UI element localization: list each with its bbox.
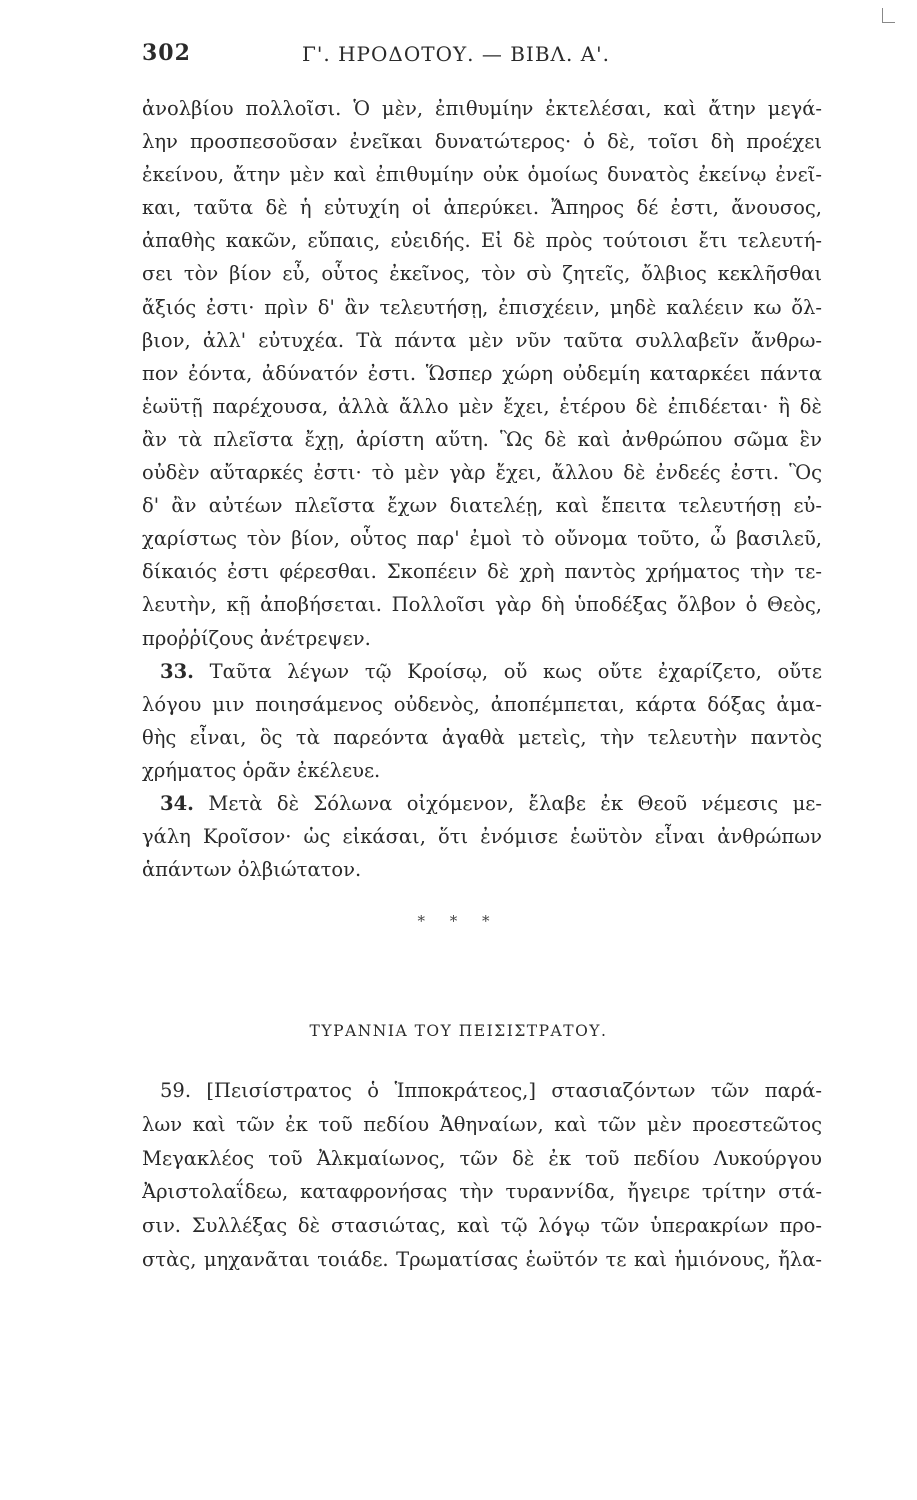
page-header (142, 40, 822, 80)
text-line: ἑωϋτῇ παρέχουσα, ἀλλὰ ἄλλο μὲν ἔχει, ἑτέρου δὲ ἐπιδέεται· ἣ δὲ (142, 394, 822, 418)
text-line: ἄξιός ἐστι· πρὶν δ' ἂν τελευτήσῃ, ἐπισχέειν, μηδὲ καλέειν κω ὄλ- (142, 295, 822, 319)
text-line: ἁπάντων ὀλβιώτατον. (142, 858, 362, 882)
text-line: λην προσπεσοῦσαν ἐνεῖκαι δυνατώτερος· ὁ δὲ, τοῖσι δὴ προέχει (142, 130, 822, 154)
section-59 (142, 1074, 822, 1277)
section-59-first-line: 59. [Πεισίστρατος ὁ Ἱπποκράτεος,] στασιαζόντων τῶν παρά- (160, 1079, 822, 1102)
text-line: Μεγακλέος τοῦ Ἀλκμαίωνος, τῶν δὲ ἐκ τοῦ πεδίου Λυκούργου (142, 1146, 822, 1170)
text-line: χρήματος ὁρᾶν ἐκέλευε. (142, 758, 381, 782)
section-number: 34. (160, 791, 194, 815)
text-line: ἐκείνου, ἄτην μὲν καὶ ἐπιθυμίην οὐκ ὁμοίως δυνατὸς ἐκείνῳ ἐνεῖ- (142, 163, 822, 187)
passage-continued (142, 92, 822, 886)
text-line: στὰς, μηχανᾶται τοιάδε. Τρωματίσας ἑωϋτόν τε καὶ ἡμιόνους, ἤλα- (142, 1247, 822, 1271)
text-line: και, ταῦτα δὲ ἡ εὐτυχίη οἱ ἀπερύκει. Ἄπηρος δέ ἐστι, ἄνουσος, (142, 196, 822, 220)
section-separator: * * * (417, 912, 500, 930)
text-line: λόγου μιν ποιησάμενος οὐδενὸς, ἀποπέμπεται, κάρτα δόξας ἀμα- (142, 692, 822, 716)
text-line: ἀνολβίου πολλοῖσι. Ὁ μὲν, ἐπιθυμίην ἐκτελέσαι, καὶ ἄτην μεγά- (142, 97, 822, 120)
text-line: προῤῥίζους ἀνέτρεψεν. (142, 626, 371, 650)
text-line: δ' ἂν αὐτέων πλεῖστα ἔχων διατελέῃ, καὶ ἔπειτα τελευτήσῃ εὐ- (142, 494, 822, 518)
section-33-first-line: 33. Ταῦτα λέγων τῷ Κροίσῳ, οὔ κως οὔτε ἐχαρίζετο, οὔτε (160, 659, 822, 683)
text-line: πον ἐόντα, ἀδύνατόν ἐστι. Ὥσπερ χώρη οὐδεμίη καταρκέει πάντα (142, 361, 822, 385)
text-line: οὐδὲν αὔταρκές ἐστι· τὸ μὲν γὰρ ἔχει, ἄλλου δὲ ἐνδεές ἐστι. Ὃς (142, 461, 822, 485)
text-line: χαρίστως τὸν βίον, οὗτος παρ' ἐμοὶ τὸ οὔνομα τοῦτο, ὦ βασιλεῦ, (142, 527, 822, 551)
text-line: γάλη Κροῖσον· ὡς εἰκάσαι, ὅτι ἐνόμισε ἑωϋτὸν εἶναι ἀνθρώπων (142, 825, 822, 849)
section-number: 59. (160, 1079, 192, 1102)
text-line: σει τὸν βίον εὖ, οὗτος ἐκεῖνος, τὸν σὺ ζητεῖς, ὄλβιος κεκλῆσθαι (142, 262, 822, 286)
text-line: ἂν τὰ πλεῖστα ἔχῃ, ἀρίστη αὕτη. Ὣς δὲ καὶ ἀνθρώπου σῶμα ἓν (142, 427, 822, 451)
section-title: ΤΥΡΑΝΝΙΑ ΤΟΥ ΠΕΙΣΙΣΤΡΑΤΟΥ. (309, 1022, 608, 1040)
text-line: ἀπαθὴς κακῶν, εὔπαις, εὐειδής. Εἰ δὲ πρὸς τούτοισι ἔτι τελευτή- (142, 229, 822, 253)
text-line: βιον, ἀλλ' εὐτυχέα. Τὰ πάντα μὲν νῦν ταῦτα συλλαβεῖν ἄνθρω- (142, 328, 822, 352)
text-line: δίκαιός ἐστι φέρεσθαι. Σκοπέειν δὲ χρὴ παντὸς χρήματος τὴν τε- (142, 560, 822, 584)
corner-crop-mark (882, 8, 895, 23)
text-line: σιν. Συλλέξας δὲ στασιώτας, καὶ τῷ λόγῳ τῶν ὑπερακρίων προ- (142, 1214, 822, 1238)
text-line: λων καὶ τῶν ἐκ τοῦ πεδίου Ἀθηναίων, καὶ τῶν μὲν προεστεῶτος (142, 1112, 822, 1136)
text-line: θὴς εἶναι, ὃς τὰ παρεόντα ἀγαθὰ μετεὶς, τὴν τελευτὴν παντὸς (142, 725, 822, 749)
running-head: Γ'. ΗΡΟΔΟΤΟΥ. — ΒΙΒΛ. Α'. (302, 42, 610, 66)
section-number: 33. (160, 659, 194, 683)
text-line: λευτὴν, κῇ ἀποβήσεται. Πολλοῖσι γὰρ δὴ ὑποδέξας ὄλβον ὁ Θεὸς, (142, 593, 822, 617)
text-line: Ἀριστολαΐδεω, καταφρονήσας τὴν τυραννίδα, ἤγειρε τρίτην στά- (142, 1180, 822, 1204)
section-34-first-line: 34. Μετὰ δὲ Σόλωνα οἰχόμενον, ἔλαβε ἐκ Θεοῦ νέμεσις με- (160, 791, 822, 815)
page-number: 302 (142, 40, 191, 66)
